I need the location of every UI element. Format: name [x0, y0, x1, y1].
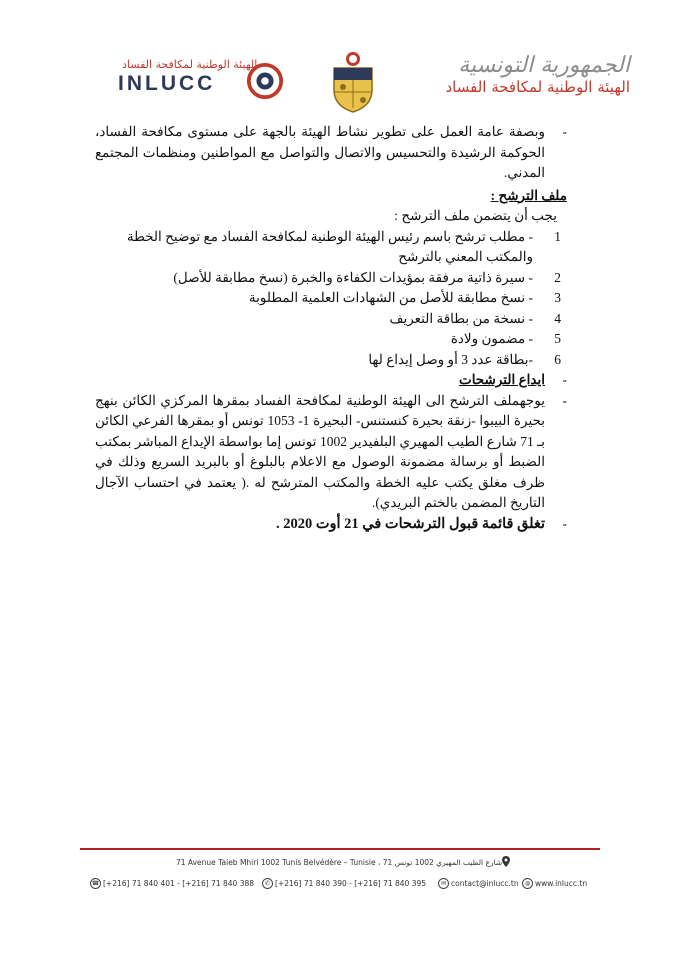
- list-item-number: 2: [554, 269, 561, 285]
- bullet-dash: -: [562, 392, 567, 408]
- deadline-row: [95, 514, 567, 535]
- list-item-text: - نسخة من بطاقة التعريف: [389, 310, 533, 326]
- footer-divider: [80, 848, 600, 850]
- republic-name: الجمهورية التونسية: [458, 53, 630, 78]
- list-item-text: - مطلب ترشح باسم رئيس الهيئة الوطنية لمكافحة الفساد مع توضيح الخطة والمكتب المعني بالترشح: [126, 228, 533, 264]
- list-item: [95, 309, 567, 330]
- footer-website[interactable]: [522, 878, 587, 889]
- list-item: [95, 288, 567, 309]
- tunisia-coat-of-arms-icon: [328, 50, 378, 114]
- inlucc-logo: [118, 58, 278, 118]
- bullet-general-paragraph: [95, 122, 567, 184]
- phone-numbers: [+216] 71 840 390 - [+216] 71 840 395: [275, 879, 427, 888]
- list-item-number: 6: [554, 351, 561, 367]
- section-heading-file: ملف الترشح :: [490, 187, 567, 203]
- email-address[interactable]: contact@inlucc.tn: [451, 879, 519, 888]
- list-item: [95, 350, 567, 371]
- inlucc-latin-name: INLUCC: [118, 72, 216, 95]
- fax-numbers: [+216] 71 840 401 - [+216] 71 840 388: [103, 879, 255, 888]
- deadline-text: تغلق قائمة قبول الترشحات في 21 أوت 2020 .: [275, 515, 545, 532]
- file-intro: يجب أن يتضمن ملف الترشح :: [394, 208, 557, 223]
- list-item: [95, 329, 567, 350]
- inlucc-arabic-name: الهيئة الوطنية لمكافحة الفساد: [122, 58, 258, 71]
- footer-email[interactable]: [438, 878, 519, 889]
- globe-icon: ◍: [522, 878, 533, 889]
- list-item-text: - نسخ مطابقة للأصل من الشهادات العلمية المطلوبة: [248, 290, 533, 305]
- website-url[interactable]: www.inlucc.tn: [535, 879, 588, 888]
- eye-icon: [246, 62, 284, 100]
- footer-phone: [262, 878, 426, 889]
- list-item-number: 3: [554, 290, 561, 305]
- deposit-text: يوجهملف الترشح الى الهيئة الوطنية لمكافحة الفساد بمقرها المركزي الكائن بنهج بحيرة البيبوا -زنقة بحيرة كنستنس- البحيرة 1- 1053 تونس أو بمقرها الفرعي الكائن بـ 71 شارع الطيب المهيري البلفيدير 1002 تونس إما بواسطة الإيداع المباشر بمكتب الضبط أو برسالة مضمونة الوصول مع الاعلام بالبلوغ أو بالبريد السريع وذلك في ظرف مغلق يكتب عليه الخطة والمكتب المترشح له .( يعتمد في احتساب الآجال التاريخ المضمن بالختم البريدي).: [95, 392, 546, 510]
- email-icon: ✉: [438, 878, 449, 889]
- bullet-dash: -: [562, 124, 567, 139]
- deposit-heading-row: [95, 370, 567, 391]
- republic-authority-logo: [430, 54, 630, 114]
- footer-address: 71 Avenue Taieb Mhiri 1002 Tunis Belvédère – Tunisie ، 71 شارع الطيب المهيري 1002 تونس: [176, 858, 503, 867]
- list-item-number: 5: [554, 331, 561, 346]
- letter-body: [95, 122, 567, 534]
- section-heading-deposit: ايداع الترشحات: [458, 372, 545, 387]
- list-item-number: 1: [554, 228, 561, 244]
- location-pin-icon: [502, 856, 510, 867]
- list-item-text: -بطاقة عدد 3 أو وصل إيداع لها: [368, 351, 533, 367]
- authority-name: الهيئة الوطنية لمكافحة الفساد: [445, 78, 630, 97]
- paragraph-text: وبصفة عامة العمل على تطوير نشاط الهيئة بالجهة على مستوى مكافحة الفساد، الحوكمة الرشيدة والتحسيس والاتصال والتواصل مع المواطنين ومنظمات المجتمع المدني.: [95, 124, 545, 180]
- phone-icon: ☎: [91, 880, 100, 887]
- bullet-dash: -: [562, 515, 567, 531]
- list-item-text: - مضمون ولادة: [450, 331, 533, 346]
- letterhead: [0, 40, 679, 120]
- list-item-text: - سيرة ذاتية مرفقة بمؤيدات الكفاءة والخبرة (نسخ مطابقة للأصل): [173, 269, 533, 285]
- list-item-number: 4: [554, 310, 561, 326]
- list-item: [95, 268, 567, 289]
- bullet-dash: -: [562, 372, 567, 387]
- list-item: [95, 227, 567, 268]
- deposit-paragraph: [95, 391, 567, 514]
- footer-fax: [90, 878, 254, 889]
- fax-icon: ✆: [262, 878, 273, 889]
